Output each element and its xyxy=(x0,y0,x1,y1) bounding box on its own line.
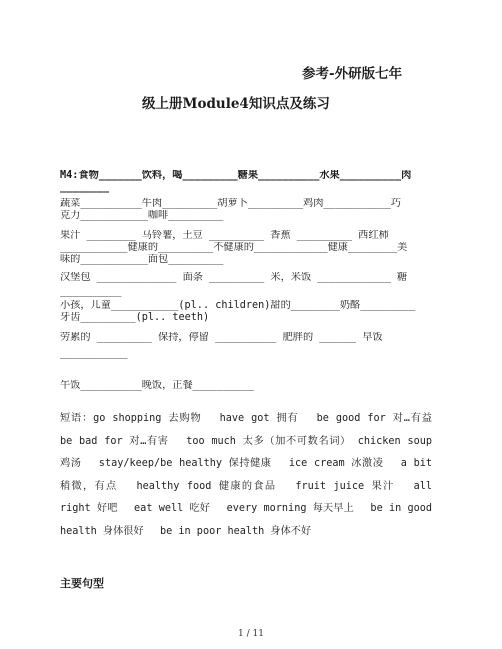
vocab-line: 蔬菜__________牛肉_________胡萝卜_________鸡肉___________巧 xyxy=(60,198,402,209)
vocab-line: M4:食物_______饮料，喝_________糖果__________水果__________肉 xyxy=(60,170,412,181)
section-heading: 主要句型 xyxy=(60,577,104,590)
vocab-line: 果汁 ________ 马铃薯，土豆 _________ 香蕉 _________ 西红柿 xyxy=(60,230,389,241)
vocab-line: ___________健康的_________不健康的____________健康________美 xyxy=(60,242,408,253)
vocab-line: __________ xyxy=(60,286,122,297)
vocab-line: 克力___________咖啡_________ xyxy=(60,210,224,221)
vocab-line: 午饭__________晚饭，正餐__________ xyxy=(60,380,254,391)
vocab-line: 劳累的 _________ 保持，停留 __________ 肥胖的 ______ 早饭 xyxy=(60,332,383,343)
vocab-line: ___________ xyxy=(60,348,128,359)
phrases-paragraph: 短语：go shopping 去购物 have got 拥有 be good for 对…有益 be bad for 对…有害 too much 太多（加不可数名词） chicken soup 鸡汤 stay/keep/be healthy 保持健康 ice cream 冰激凌 a bit 稍微，有点 healthy food 健康的食品 fruit juice 果汁 all right 好吧 eat well 吃好 every morning 每天早上 be in good health 身体很好 be in poor health 身体不好 xyxy=(60,413,449,537)
vocab-line: 味的___________面包_________ xyxy=(60,254,224,265)
title-line-1: 参考-外研版七年 xyxy=(302,66,403,82)
title-line-2: 级上册Module4知识点及练习 xyxy=(142,96,330,112)
vocab-line: ________ xyxy=(60,182,110,193)
page-number: 1 / 11 xyxy=(238,629,264,639)
vocab-line: 牙齿_________(pl.. teeth) xyxy=(60,312,210,323)
vocab-line: 汉堡包 _____________ 面条 _________ 米，米饭 ____________ 糖 xyxy=(60,272,408,283)
vocab-line: 小孩，儿童___________(pl.. children)甜的________奶酪_________ xyxy=(60,300,416,311)
